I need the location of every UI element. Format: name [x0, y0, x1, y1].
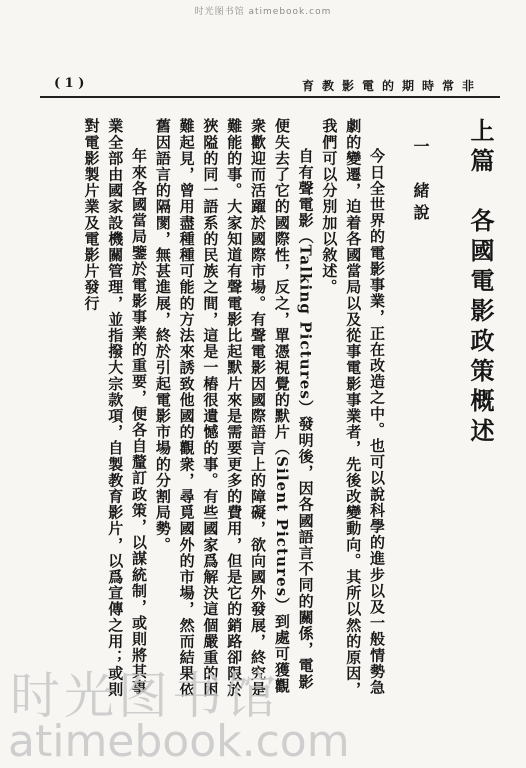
paragraph-3: 年來各國當局鑒於電影事業的重要，便各自釐訂政策，以謀統制，或則將其事業全部由國家設機關管理，並指撥大宗款項，自製教育影片，以爲宣傳之用；或則對電影製片業及電影片發行	[82, 118, 149, 698]
running-head: 育教影電的期時常非	[301, 79, 482, 93]
page-body	[82, 118, 500, 738]
page-number: ( 1 )	[54, 76, 85, 91]
page-header	[40, 76, 500, 98]
site-url-header: 时光图书馆 atimebook.com	[194, 7, 332, 17]
section-heading: 一 緒說	[411, 138, 430, 226]
chapter-title: 上篇 各國電影政策概述	[466, 118, 495, 448]
watermark-url: atimebook.com	[8, 716, 350, 767]
paragraph-1: 今日全世界的電影事業，正在改造之中。也可以說科學的進步以及一般情勢急劇的變遷，迫着各國當局以及從事電影事業者，先後改變動向。其所以然的原因，我們可以分別加以敘述。	[320, 118, 386, 698]
book-page	[40, 50, 500, 740]
watermark-chinese: 时光图书馆	[10, 667, 280, 725]
vertical-text-body	[82, 118, 500, 698]
paragraph-2: 自有聲電影（Talking Pictures）發明後，因各國語言不同的關係，電影便失去了它的國際性，反之，單憑視覺的默片（Silent Pictures）到處可獲觀衆歡迎而活躍於國際市場。有聲電影因國際語言上的障礙，欲向國外發展，終究是難能的事。大家知道有聲電影比起默片來是需要更多的費用，但是它的銷路卻限於狹隘的同一語系的民族之間，這是一樁很遺憾的事。有些國家爲解決這個嚴重的困難起見，曾用盡種種可能的方法來誘致他國的觀衆，尋覓國外的市場，然而結果依舊因語言的隔閡，無甚進展，終於引起電影市場的分割局勢。	[153, 118, 315, 698]
